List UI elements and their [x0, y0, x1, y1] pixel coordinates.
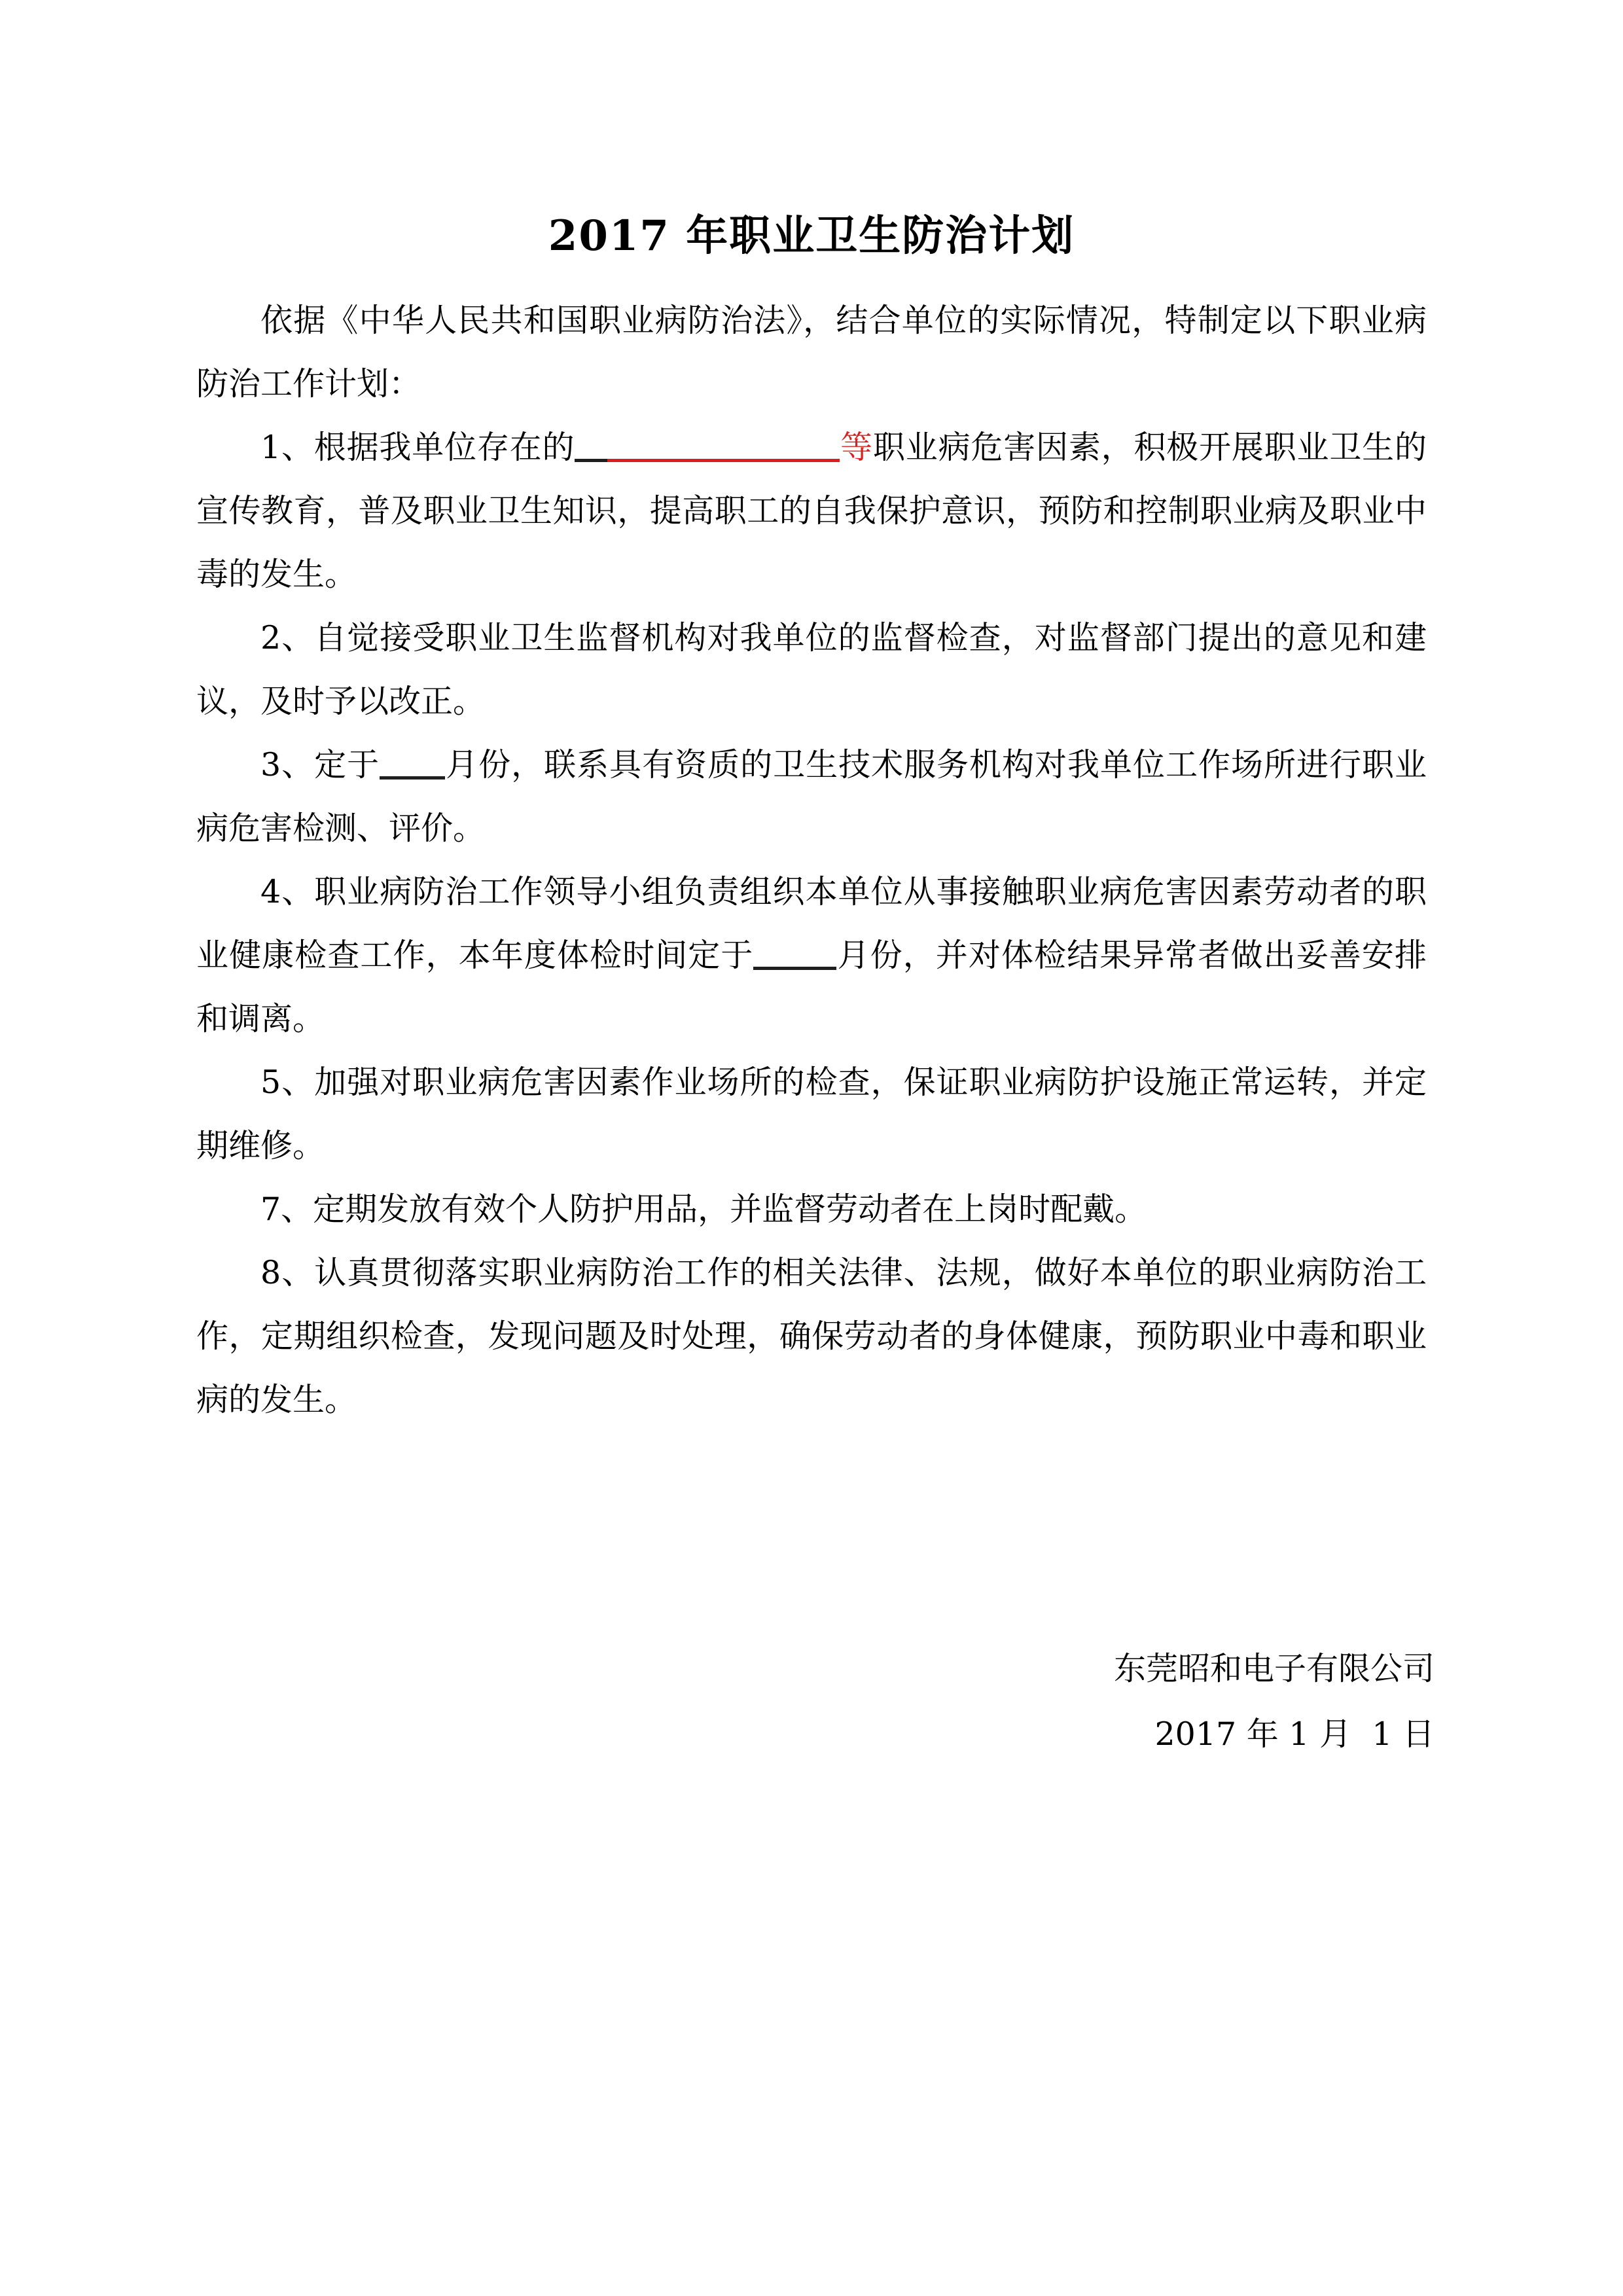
- fill-in-blank-red-segment: [607, 455, 840, 462]
- paragraph-4-text-before-blank: 4、职业病防治工作领导小组负责组织本单位从事接触职业病危害因素劳动者的职业健康检查工作，本年度体检时间定于: [196, 873, 1427, 974]
- paragraph-3-text-after-blank: 月份，联系具有资质的卫生技术服务机构对我单位工作场所进行职业病危害检测、评价。: [196, 746, 1427, 847]
- paragraph-item-7: 7、定期发放有效个人防护用品，并监督劳动者在上岗时配戴。: [260, 1191, 1147, 1228]
- fill-in-blank-black-segment: [575, 455, 607, 462]
- fill-in-blank-month: [380, 772, 445, 780]
- paragraph-1-text-after-blank: 职业病危害因素，积极开展职业卫生的宣传教育，普及职业卫生知识，提高职工的自我保护意识，预防和控制职业病及职业中毒的发生。: [196, 429, 1427, 593]
- paragraph-item-5: 5、加强对职业病危害因素作业场所的检查，保证职业病防护设施正常运转，并定期维修。: [196, 1064, 1427, 1164]
- fill-in-blank-checkup-month: [753, 963, 836, 970]
- paragraph-item-3: [196, 733, 1427, 860]
- paragraph-item-2: 2、自觉接受职业卫生监督机构对我单位的监督检查，对监督部门提出的意见和建议，及时予以改正。: [196, 619, 1427, 720]
- document-title: 2017 年职业卫生防治计划: [548, 211, 1075, 260]
- paragraph-item-8: 8、认真贯彻落实职业病防治工作的相关法律、法规，做好本单位的职业病防治工作，定期组织检查，发现问题及时处理，确保劳动者的身体健康，预防职业中毒和职业病的发生。: [196, 1254, 1427, 1418]
- paragraph-1-text-before-blank: 1、根据我单位存在的: [260, 429, 575, 466]
- red-annotation-text: 等: [840, 429, 873, 466]
- intro-paragraph: 依据《中华人民共和国职业病防治法》，结合单位的实际情况，特制定以下职业病防治工作计划：: [196, 302, 1427, 403]
- document-body: [196, 289, 1427, 1431]
- paragraph-item-1: [196, 416, 1427, 606]
- company-name: 东莞昭和电子有限公司: [1113, 1650, 1435, 1687]
- signature-date: 2017 年 1 月 1 日: [1154, 1715, 1435, 1753]
- paragraph-4-text-after-blank: 月份，并对体检结果异常者做出妥善安排和调离。: [196, 937, 1427, 1037]
- paragraph-item-4: [196, 860, 1427, 1050]
- signature-block: [1114, 1636, 1435, 1767]
- paragraph-3-text-before-blank: 3、定于: [260, 746, 380, 783]
